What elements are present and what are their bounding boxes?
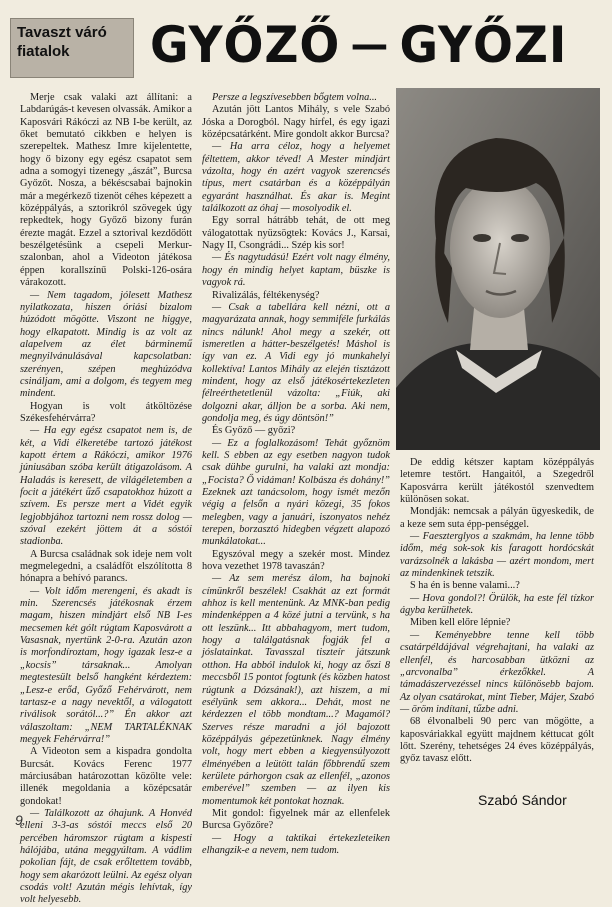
body-paragraph: S ha én is benne valami...? xyxy=(410,580,520,592)
body-paragraph: És Győző — győzi? xyxy=(212,425,296,437)
section-tag-line2: fiatalok xyxy=(17,43,70,60)
body-paragraph: Merje csak valaki azt állítani: a Labdarúgás-t kevesen olvassák. Amikor a Kaposvári Rákóczi az NB I-be került, az őket bemutató cikkben e helyen is szerepeltek. Mathesz Imre kijelentette, hogy ő bizony egy egész csapatot sem adna a somogyi tizenegy „ászát”, Burcsa Győzőt. Nosza, a békéscsabai bajnokin már a megérkező tizenöt céhes képezett a középpályás, a sztorikról szövegek úgy repkedtek, hogy Győző bizony furán érezte magát. Ezzel a sztorival kezdődött beszélgetésünk a csepeli Merkur-szalonban, ahol a Videoton játékosa éppen korallszínű Polski-126-osára várakozott. xyxy=(20,92,192,289)
body-paragraph: Hogyan is volt átköltözése Székesfehérvárra? xyxy=(20,400,192,424)
body-paragraph: A Burcsa családnak sok ideje nem volt megmelegedni, a családfőt elszólította 8 hónapra a behívó parancs. xyxy=(20,548,192,585)
author-signature: Szabó Sándor xyxy=(478,792,567,808)
page-number: 9 xyxy=(15,812,23,828)
body-paragraph: Mondják: nemcsak a pályán ügyeskedik, de a keze sem suta épp-penséggel. xyxy=(400,506,594,530)
article-column-3 xyxy=(400,457,594,766)
section-tag xyxy=(10,18,134,78)
body-paragraph: 68 élvonalbeli 90 perc van mögötte, a kaposváriakkal együtt majdnem kéttucat gólt lőtt. Szerény, tehetséges 24 éves középpályás, győz tavasz előtt. xyxy=(400,716,594,765)
body-paragraph: Egyszóval megy a szekér most. Mindez hova vezethet 1978 tavaszán? xyxy=(202,548,390,573)
body-paragraph: De eddig kétszer kaptam középpályás letemre testőrt. Hangaitól, a Szegedről Kaposvárra került játékostól szenvedtem különösen sokat. xyxy=(400,457,594,506)
quote-paragraph: — Hogy a taktikai értekezleteiken elhangzik-e a nevem, nem tudom. xyxy=(202,832,390,856)
player-portrait-image xyxy=(396,88,600,450)
quote-paragraph: — Ha arra céloz, hogy a helyemet féltettem, akkor téved! A Mester mindjárt vázolta, hogy én azért vagyok szerencsés típus, mert csatárban és a középpályán egyaránt használhat. És akar is. Megint találkozott az óhaj — mosolyodik el. xyxy=(202,141,390,215)
headline xyxy=(150,16,567,74)
body-paragraph: Azután jött Lantos Mihály, s vele Szabó Jóska a Dorogból. Nagy hírfel, és egy igazi középcsatárként. Mire gondolt akkor Burcsa? xyxy=(202,104,390,141)
quote-paragraph: — Csak a tabellára kell nézni, ott a magyarázata annak, hogy semmiféle furkálás nincs nálunk! Ahol megy a szekér, ott ismeretlen a hátter-beszélgetés! Máshol is így van ez. A Vidi egy jó munkahelyi kollektíva! Lantos Mihály az elején tisztázott mindent, hogy az első játékosértekezleten félreérthetetlenül vázolta: „Fiúk, aki dolgozni akar, álljon be a sorba. Aki nem, gondolja meg, és úgy döntsön!” xyxy=(202,301,390,424)
quote-paragraph: — Találkozott az óhajunk. A Honvéd elleni 3-3-as sóstói meccs első 20 percében háromszor rúgtam a kispesti hálójába, utána meggyúltam. A vádlim pokolian fájt, de csak erőltettem tovább, hogy sem akarózott leülni. Az egész olyan csodás volt! Azután mégis lehívtak, így volt helyesebb. xyxy=(20,807,192,906)
body-paragraph: Miben kell előre lépnie? xyxy=(410,617,511,629)
body-paragraph: Egy sorral hátrább tehát, de ott meg válogatottak nyüzsögtek: Kovács J., Karsai, Nagy II, Csongrádi... Szép kis sor! xyxy=(202,215,390,252)
player-portrait-photo xyxy=(396,88,600,450)
quote-paragraph: — Hova gondol?! Örülök, ha este fél tízkor ágyba kerülhetek. xyxy=(400,592,594,617)
headline-right: GYŐZI xyxy=(399,16,568,74)
article-column-2 xyxy=(202,92,390,857)
headline-dash: — xyxy=(350,22,390,68)
section-tag-line1: Tavaszt váró xyxy=(17,24,107,41)
quote-paragraph: — És nagytudású! Ezért volt nagy élmény, hogy én mindig helyet kaptam, büszke is vagyok rá. xyxy=(202,252,390,289)
quote-paragraph: — Keményebbre tenne kell több csatárpéldájával végrehajtani, ha valaki az ellenfél, és harcosabban ütközni az „arcvonalba” érkezőkkel. A támadászervezéssel nincs különösebb bajom. Az olyan csatárokat, mint Tieber, Májer, Szabó — öröm indítani, tűzbe adni. xyxy=(400,629,594,715)
quote-paragraph: Persze a legszívesebben bőgtem volna... xyxy=(212,92,377,103)
quote-paragraph: — Az sem merész álom, ha bajnoki címünkről beszélek! Csakhát az ezt formát ahhoz is kell mentenünk. Az MNK-ban pedig mindenképpen a 4 közé jutni a tervünk, s ha ott leszünk... Itt abbahagyom, mert tudom, hogy a találgatásnak fogják fel a jóslatainkat. Tavasszal tiszteír játszunk otthon. Ha abból indulok ki, hogy az őszi 8 meccsből 15 pontot fogtunk (és közben hatost rúgtunk a Dózsának!), azt hiszem, a mi esélyünk sem akkora... Dehát, most ne kérdezzen el több mondtam...? Magamól? Szerves része maradni a jól bajozott középpályás gépezetünknek. Nagy élmény volt, hogy mert ebben a kiegyensúlyozott élményében a leütött talán főbbrendű szem kerülete párhorgon csak az ellenfél, „azonos emberével” szemben — az ilyen kis momentumok két pontokat hoznak. xyxy=(202,573,390,807)
quote-paragraph: — Ha egy egész csapatot nem is, de két, a Vidi élkeretébe tartozó játékost kapott értem a Rákóczi, amikor 1976 júniusában szóba került átigazolásom. A Haladás is keresett, de világéletemben a focit a játékért űző csapatokhoz húzott a szívem. Es persze mert a Vidét egyik legjobbjához tartozni nem rossz dolog — szóval ezekért jöttem át a sóstói stadionba. xyxy=(20,425,192,548)
quote-paragraph: — Nem tagadom, jólesett Mathesz nyilatkozata, hiszen óriási bizalom húzódott mögötte. Viszont ne higgye, hogy elkapatott. Mindig is az volt az alapelvem az élet bárminemű megnyilvánulásával kapcsolatban: szerényen, szépen meghúzódva csináljam, ami a dolgom, és tegyem meg mindent. xyxy=(20,289,192,400)
headline-left: GYŐZŐ xyxy=(150,16,341,74)
body-paragraph: Rivalizálás, féltékenység? xyxy=(212,289,320,301)
body-paragraph: Mit gondol: figyelnek már az ellenfelek Burcsa Győzőre? xyxy=(202,807,390,832)
quote-paragraph: — Ez a foglalkozásom! Tehát győznöm kell. S ebben az egy esetben nagyon tudok csak dühbe gurulni, ha valaki azt mondja: „Focista? Ő vidáman! Kolbásza és dohány!” Ezeknek azt tanácsolom, hogy ismét mezőn végig a felsőn a nyári közegi, 35 fokos melegben, vagy a januári, iszonyatos nehéz terepen, borzasztó hidegben végzett alapozó munkálatokat... xyxy=(202,437,390,548)
quote-paragraph: — Volt időm merengeni, és akadt is min. Szerencsés játékosnak érzem magam, hiszen mindjárt első NB I-es mecsemen két gólt rúgtam Kaposvárott a Vasasnak, nyertünk 2-0-ra. Azután azon is morfondíroztam, hogy igazak lesz-e a „kocsis” társaknak... Amolyan megtestesült belső hangként kérdeztem: „Lesz-e erőd, Győző Fehérvárott, nem tartasz-e a nagy nevektől, a válogatott riválisok sorától...?” Én akkor azt válaszoltam: „NEM TARTALÉKNAK megyek Fehérvárra!” xyxy=(20,585,192,745)
article-column-1 xyxy=(20,92,192,907)
quote-paragraph: — Faeszterglyos a szakmám, ha lenne több időm, még sok-sok kis faragott hordócskát varázsolnék a lakásba — azért mondom, mert az mindenkinek tetszik. xyxy=(400,531,594,580)
body-paragraph: A Videoton sem a kispadra gondolta Burcsát. Kovács Ferenc 1977 márciusában határozottan közölte vele: illenék megoldania a középcsatár gondokat! xyxy=(20,746,192,807)
